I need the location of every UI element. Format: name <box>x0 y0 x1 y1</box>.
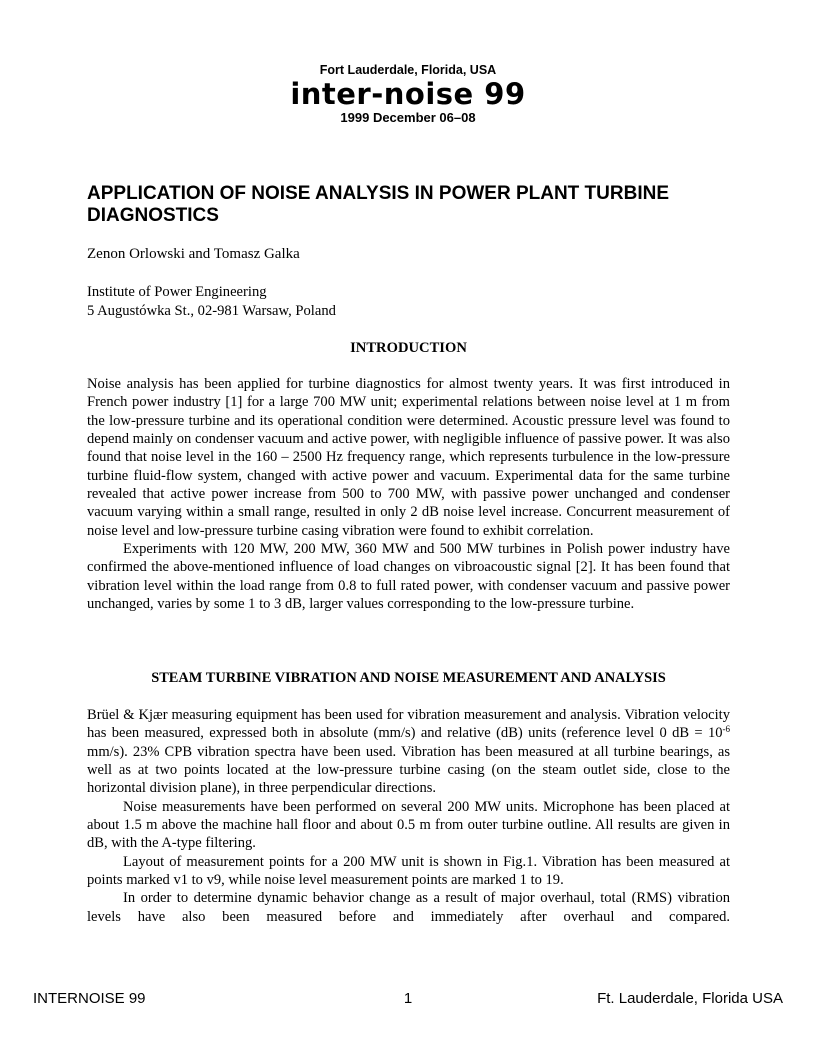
paper-title: APPLICATION OF NOISE ANALYSIS IN POWER PLANT TURBINE DIAGNOSTICS <box>87 183 669 226</box>
conference-date: 1999 December 06–08 <box>340 110 476 125</box>
footer-conference: INTERNOISE 99 <box>33 990 146 1007</box>
footer-location: Ft. Lauderdale, Florida USA <box>597 990 783 1007</box>
conference-header <box>0 62 816 126</box>
measurement-paragraph-1-a: Brüel & Kjær measuring equipment has been used for vibration measurement and analysis. Vibration velocity has been measured, expressed both in absolute (mm/s) and relative (dB) units (reference level 0 dB = 10 <box>87 707 730 742</box>
exponent: -6 <box>722 724 730 735</box>
measurement-paragraph-4: In order to determine dynamic behavior change as a result of major overhaul, total (RMS) vibration levels have also been measured before and immediately after overhaul and compared. <box>87 890 730 925</box>
footer-page-number: 1 <box>403 990 413 1007</box>
measurement-paragraph-3: Layout of measurement points for a 200 MW unit is shown in Fig.1. Vibration has been measured at points marked v1 to v9, while noise level measurement points are marked 1 to 19. <box>87 853 730 889</box>
authors: Zenon Orlowski and Tomasz Galka <box>87 246 300 262</box>
conference-location: Fort Lauderdale, Florida, USA <box>319 63 497 77</box>
intro-paragraph-2: Experiments with 120 MW, 200 MW, 360 MW and 500 MW turbines in Polish power industry have confirmed the above-mentioned influence of load changes on vibroacoustic signal [2]. It has been found that vibration level within the load range from 0.8 to full rated power, with condenser vacuum and passive power unchanged, varies by some 1 to 3 dB, larger values corresponding to the low-pressure turbine. <box>87 541 730 613</box>
conference-logo: inter-noise 99 <box>290 77 526 111</box>
introduction-body <box>87 375 730 613</box>
measurement-paragraph-1 <box>87 706 730 798</box>
section-heading-measurement: STEAM TURBINE VIBRATION AND NOISE MEASUREMENT AND ANALYSIS <box>151 670 666 686</box>
section-heading-introduction: INTRODUCTION <box>350 340 467 356</box>
measurement-paragraph-1-b: mm/s). 23% CPB vibration spectra have been used. Vibration has been measured at all turbine bearings, as well as at two points located at the low-pressure turbine casing (on the steam outlet side, close to the horizontal division plane), in three perpendicular directions. <box>87 743 730 797</box>
measurement-body <box>87 706 730 926</box>
intro-paragraph-1: Noise analysis has been applied for turbine diagnostics for almost twenty years. It was first introduced in French power industry [1] for a large 700 MW unit; experimental relations between noise level at 1 m from the low-pressure turbine and its operational condition were determined. Acoustic pressure level was found to depend mainly on condenser vacuum and active power, with negligible influence of passive power. It was also found that noise level in the 160 – 2500 Hz frequency range, which represents turbulence in the low-pressure turbine fluid-flow system, changed with active power and vacuum. Experimental data for the same turbine revealed that active power increase from 500 to 700 MW, with passive power unchanged and condenser vacuum varying within a small range, resulted in only 2 dB noise level increase. Concurrent measurement of noise level and low-pressure turbine casing vibration were found to exhibit correlation. <box>87 376 730 539</box>
affiliation-institute: Institute of Power Engineering <box>87 284 267 300</box>
affiliation-address: 5 Augustówka St., 02-981 Warsaw, Poland <box>87 302 336 319</box>
measurement-paragraph-2: Noise measurements have been performed on several 200 MW units. Microphone has been placed at about 1.5 m above the machine hall floor and about 0.5 m from outer turbine outline. All results are given in dB, with the A-type filtering. <box>87 798 730 852</box>
affiliation <box>87 283 336 320</box>
